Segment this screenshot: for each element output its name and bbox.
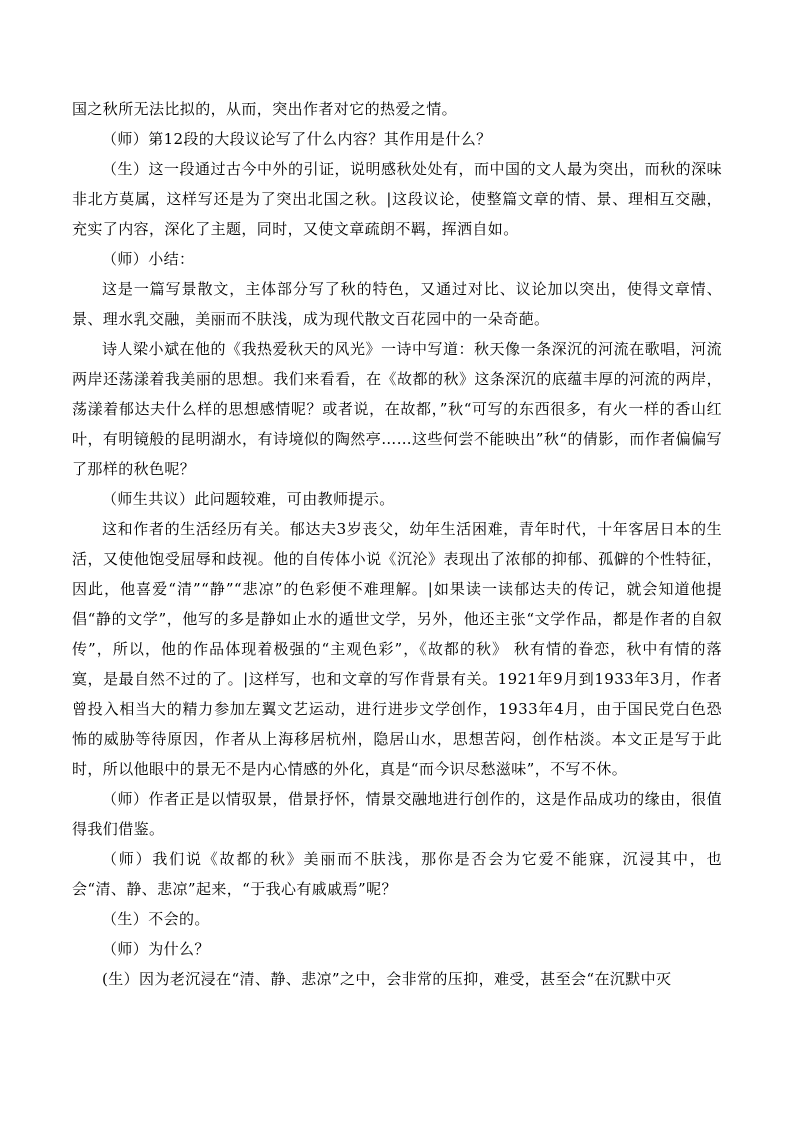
paragraph-summary: 这是一篇写景散文，主体部分写了秋的特色，又通过对比、议论加以突出，使得文章情、景、理水乳交融，美丽而不肤浅，成为现代散文百花园中的一朵奇葩。 <box>72 280 722 328</box>
document-page <box>72 94 722 994</box>
paragraph-student-answer: （生）这一段通过古今中外的引证，说明感秋处处有，而中国的文人最为突出，而秋的深味非北方莫属，这样写还是为了突出北国之秋。|这段议论，使整篇文章的情、景、理相互交融，充实了内容，深化了主题，同时，又使文章疏朗不羁，挥洒自如。 <box>72 160 722 238</box>
paragraph-teacher-why: （师）为什么？ <box>102 940 210 958</box>
paragraph-joint-discussion: （师生共议）此问题较难，可由教师提示。 <box>102 490 395 508</box>
paragraph-teacher-question: （师）第12段的大段议论写了什么内容？其作用是什么？ <box>102 130 492 148</box>
paragraph-student-final: (生）因为老沉浸在“清、静、悲凉”之中，会非常的压抑，难受，甚至会“在沉默中灭 <box>102 970 672 988</box>
paragraph-student-reply: （生）不会的。 <box>102 910 210 928</box>
paragraph-continuation: 国之秋所无法比拟的，从而，突出作者对它的热爱之情。 <box>72 100 458 118</box>
paragraph-poem-discussion: 诗人梁小斌在他的《我热爱秋天的风光》一诗中写道：秋天像一条深沉的河流在歌唱，河流两岸还荡漾着我美丽的思想。我们来看看，在《故都的秋》这条深沉的底蕴丰厚的河流的两岸，荡漾着郁达夫什么样的思想感情呢？或者说，在故都，”秋“可写的东西很多，有火一样的香山红叶，有明镜般的昆明湖水，有诗境似的陶然亭……这些何尝不能映出”秋“的倩影，而作者偏偏写了那样的秋色呢？ <box>72 340 722 478</box>
paragraph-teacher-summary-label: （师）小结： <box>102 250 195 268</box>
paragraph-author-background: 这和作者的生活经历有关。郁达夫3岁丧父，幼年生活困难，青年时代，十年客居日本的生活，又使他饱受屈辱和歧视。他的自传体小说《沉沦》表现出了浓郁的抑郁、孤僻的个性特征，因此，他喜爱“清”“静”“悲凉”的色彩便不难理解。|如果读一读郁达夫的传记，就会知道他提倡“静的文学”，他写的多是静如止水的遁世文学，另外，他还主张“文学作品，都是作者的自叙传”，所以，他的作品体现着极强的“主观色彩”，《故都的秋》 秋有情的眷恋，秋中有情的落寞，是最自然不过的了。|这样写，也和文章的写作背景有关。1921年9月到1933年3月，作者曾投入相当大的精力参加左翼文艺运动，进行进步文学创作，1933年4月，由于国民党白色恐怖的威胁等待原因，作者从上海移居杭州，隐居山水，思想苦闷，创作枯淡。本文正是写于此时，所以他眼中的景无不是内心情感的外化，真是“而今识尽愁滋味”，不写不休。 <box>72 520 722 778</box>
paragraph-teacher-question-2: （师）我们说《故都的秋》美丽而不肤浅，那你是否会为它爱不能寐，沉浸其中，也会“清、静、悲凉”起来，“于我心有戚戚焉”呢？ <box>72 850 722 898</box>
paragraph-teacher-comment: （师）作者正是以情驭景，借景抒怀，情景交融地进行创作的，这是作品成功的缘由，很值得我们借鉴。 <box>72 790 722 838</box>
